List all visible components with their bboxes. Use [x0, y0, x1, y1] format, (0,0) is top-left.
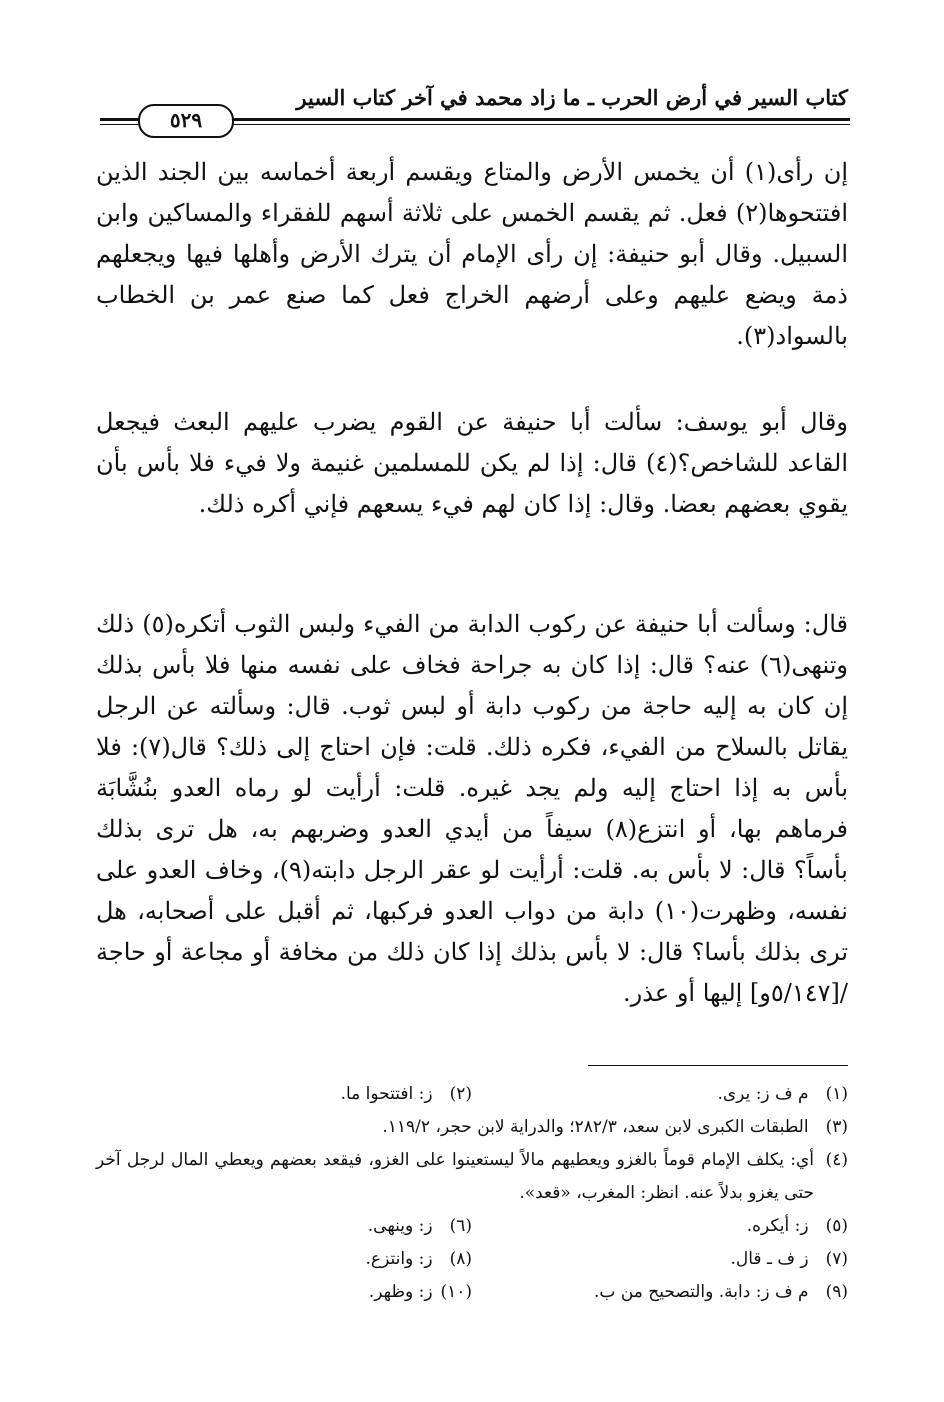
footnote-6 — [96, 1210, 472, 1243]
footnotes — [96, 1078, 848, 1309]
footnote-text: م ف ز: دابة. والتصحيح من ب. — [594, 1282, 809, 1302]
footnote-number: (٣) — [825, 1117, 848, 1137]
footnote-text: م ف ز: يرى. — [717, 1084, 809, 1104]
footnote-number: (٦) — [449, 1216, 472, 1236]
footnote-4 — [96, 1144, 848, 1210]
paragraph-3: قال: وسألت أبا حنيفة عن ركوب الدابة من الفيء ولبس الثوب أتكره(٥) ذلك وتنهى(٦) عنه؟ قال: إذا كان به جراحة فخاف على نفسه منها فلا بأس بذلك إن كان به إليه حاجة من ركوب دابة أو لبس ثوب. قال: وسألته عن الرجل يقاتل بالسلاح من الفيء، فكره ذلك. قلت: فإن احتاج إلى ذلك؟ قال(٧): فلا بأس به إذا احتاج إليه ولم يجد غيره. قلت: أرأيت لو رماه العدو بنُشَّابَة فرماهم بها، أو انتزع(٨) سيفاً من أيدي العدو وضربهم به، هل ترى بذلك بأساً؟ قال: لا بأس به. قلت: أرأيت لو عقر الرجل دابته(٩)، وخاف العدو على نفسه، وظهرت(١٠) دابة من دواب العدو فركبها، ثم أقبل على أصحابه، هل ترى بذلك بأسا؟ قال: لا بأس بذلك إذا كان ذلك من مخافة أو مجاعة أو حاجة /[٥/١٤٧و] إليها أو عذر. — [96, 610, 849, 1007]
footnote-number: (٢) — [449, 1084, 472, 1104]
header-rule — [100, 104, 850, 130]
footnote-number: (٤) — [825, 1150, 848, 1170]
footnote-separator — [588, 1065, 848, 1066]
footnote-row — [96, 1144, 848, 1210]
footnote-number: (٧) — [825, 1249, 848, 1269]
footnote-text: ز ف ـ قال. — [730, 1249, 809, 1269]
footnote-text: ز: وينهى. — [367, 1216, 433, 1236]
footnote-text: ز: أيكره. — [746, 1216, 809, 1236]
footnote-number: (٥) — [825, 1216, 848, 1236]
paragraph-2: وقال أبو يوسف: سألت أبا حنيفة عن القوم يضرب عليهم البعث فيجعل القاعد للشاخص؟(٤) قال: إذا لم يكن للمسلمين غنيمة ولا فيء فلا بأس بأن يقوي بعضهم بعضا. وقال: إذا كان لهم فيء يسعهم فإني أكره ذلك. — [96, 408, 848, 518]
footnote-row — [96, 1210, 848, 1243]
footnote-number: (١) — [825, 1084, 848, 1104]
paragraph-1: إن رأى(١) أن يخمس الأرض والمتاع ويقسم أربعة أخماسه بين الجند الذين افتتحوها(٢) فعل. ثم يقسم الخمس على ثلاثة أسهم للفقراء والمساكين وابن السبيل. وقال أبو حنيفة: إن رأى الإمام أن يترك الأرض وأهلها فيها ويجعلهم ذمة ويضع عليهم وعلى أرضهم الخراج فعل كما صنع عمر بن الخطاب بالسواد(٣). — [96, 158, 848, 350]
page-number: ٥٢٩ — [138, 104, 234, 138]
footnote-row — [96, 1078, 848, 1111]
footnote-text: أي: يكلف الإمام قوماً بالغزو ويعطيهم مالاً ليستعينوا على الغزو، فيقعد بعضهم ويعطي المال لرجل آخر حتى يغزو بدلاً عنه. انظر: المغرب، «قعد». — [96, 1150, 814, 1203]
footnote-1 — [472, 1078, 848, 1111]
footnote-3 — [96, 1111, 848, 1144]
footnote-number: (٨) — [449, 1249, 472, 1269]
footnote-text: ز: افتتحوا ما. — [340, 1084, 433, 1104]
footnote-number: (١٠) — [440, 1282, 472, 1302]
footnote-row — [96, 1111, 848, 1144]
footnote-10 — [96, 1276, 472, 1309]
footnote-8 — [96, 1243, 472, 1276]
footnote-number: (٩) — [825, 1282, 848, 1302]
footnote-9 — [472, 1276, 848, 1309]
footnote-row — [96, 1243, 848, 1276]
footnote-row — [96, 1276, 848, 1309]
footnote-7 — [472, 1243, 848, 1276]
footnote-text: ز: وانتزع. — [365, 1249, 433, 1269]
footnote-text: ز: وظهر. — [368, 1282, 433, 1302]
running-title: كتاب السير في أرض الحرب ـ ما زاد محمد في آخر كتاب السير — [296, 85, 848, 110]
footnote-text: الطبقات الكبرى لابن سعد، ٢٨٢/٣؛ والدراية لابن حجر، ١١٩/٢. — [382, 1117, 809, 1137]
footnote-2 — [96, 1078, 472, 1111]
footnote-5 — [472, 1210, 848, 1243]
